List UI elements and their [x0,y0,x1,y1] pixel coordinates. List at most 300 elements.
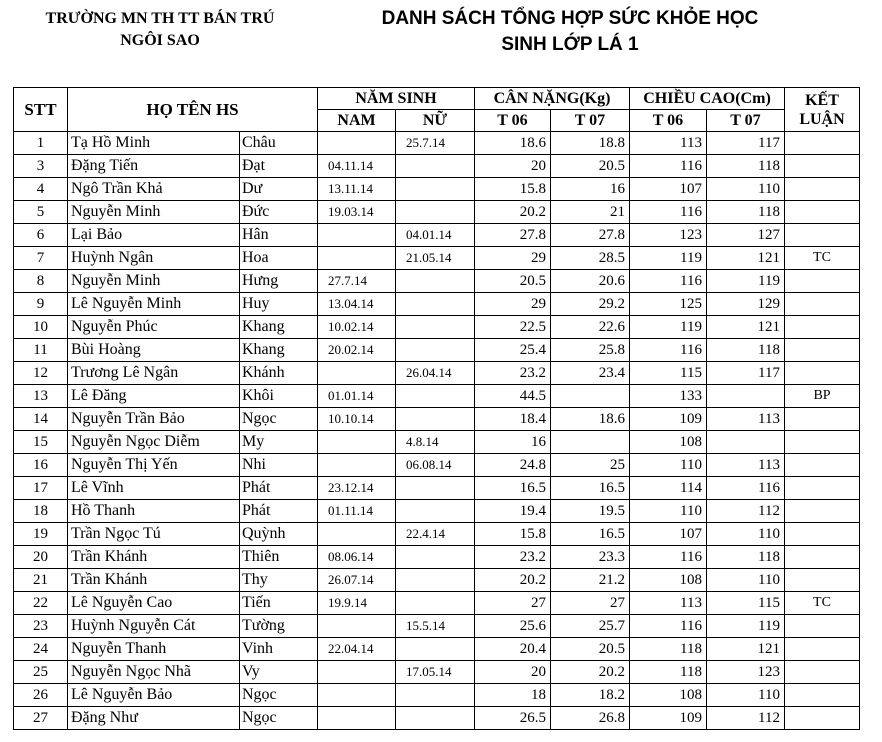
cell-weight-t06: 29 [475,293,551,316]
document-title [330,6,810,58]
cell-given-name: Đức [240,201,318,224]
cell-stt: 22 [14,592,68,615]
cell-family-name: Lê Đăng [68,385,240,408]
cell-weight-t06: 20 [475,661,551,684]
cell-birth-female: 06.08.14 [396,454,475,477]
cell-birth-male: 26.07.14 [318,569,396,592]
cell-height-t07: 123 [707,661,785,684]
cell-given-name: Ngọc [240,707,318,730]
cell-weight-t06: 19.4 [475,500,551,523]
cell-height-t06: 108 [630,431,707,454]
cell-stt: 11 [14,339,68,362]
school-name [10,8,310,52]
cell-stt: 10 [14,316,68,339]
cell-weight-t07: 23.4 [551,362,630,385]
cell-height-t07: 115 [707,592,785,615]
cell-birth-male [318,247,396,270]
cell-given-name: Khang [240,339,318,362]
cell-given-name: Vy [240,661,318,684]
cell-height-t06: 109 [630,707,707,730]
cell-birth-female [396,684,475,707]
cell-conclusion [785,546,860,569]
table-row [14,339,860,362]
cell-conclusion [785,684,860,707]
cell-conclusion [785,201,860,224]
cell-birth-female [396,569,475,592]
cell-birth-male: 13.11.14 [318,178,396,201]
cell-conclusion [785,339,860,362]
cell-family-name: Ngô Trần Khả [68,178,240,201]
cell-birth-female: 21.05.14 [396,247,475,270]
cell-conclusion [785,362,860,385]
cell-family-name: Lê Nguyễn Bảo [68,684,240,707]
table-row [14,477,860,500]
cell-stt: 1 [14,132,68,155]
cell-birth-female [396,270,475,293]
cell-family-name: Trương Lê Ngân [68,362,240,385]
cell-weight-t06: 24.8 [475,454,551,477]
cell-stt: 20 [14,546,68,569]
cell-weight-t07: 28.5 [551,247,630,270]
header-male: NAM [318,110,396,132]
table-row [14,523,860,546]
cell-weight-t07: 16.5 [551,523,630,546]
cell-stt: 21 [14,569,68,592]
cell-birth-male [318,362,396,385]
cell-conclusion [785,270,860,293]
table-row [14,454,860,477]
header-conclusion [785,88,860,132]
cell-given-name: Huy [240,293,318,316]
cell-height-t06: 116 [630,546,707,569]
cell-given-name: Châu [240,132,318,155]
cell-family-name: Lê Nguyễn Minh [68,293,240,316]
table-row [14,615,860,638]
cell-family-name: Đặng Tiến [68,155,240,178]
document-title-line1: DANH SÁCH TỔNG HỢP SỨC KHỎE HỌC [381,8,759,29]
cell-birth-female [396,592,475,615]
cell-height-t07: 110 [707,569,785,592]
cell-weight-t06: 20.4 [475,638,551,661]
cell-birth-female [396,638,475,661]
cell-stt: 25 [14,661,68,684]
cell-weight-t06: 27 [475,592,551,615]
cell-height-t06: 109 [630,408,707,431]
cell-weight-t06: 25.6 [475,615,551,638]
header-conclusion-line2: LUẬN [799,110,845,128]
cell-conclusion [785,178,860,201]
table-row [14,362,860,385]
cell-birth-male [318,454,396,477]
cell-conclusion [785,224,860,247]
cell-height-t07: 118 [707,339,785,362]
cell-family-name: Trần Khánh [68,569,240,592]
cell-birth-female [396,316,475,339]
cell-conclusion [785,408,860,431]
cell-height-t06: 115 [630,362,707,385]
cell-height-t06: 123 [630,224,707,247]
cell-birth-female: 15.5.14 [396,615,475,638]
cell-family-name: Nguyễn Minh [68,201,240,224]
cell-height-t07 [707,431,785,454]
cell-family-name: Đặng Như [68,707,240,730]
cell-given-name: Tường [240,615,318,638]
cell-family-name: Hồ Thanh [68,500,240,523]
cell-given-name: My [240,431,318,454]
cell-conclusion [785,661,860,684]
cell-height-t06: 118 [630,661,707,684]
cell-conclusion [785,615,860,638]
cell-height-t07: 129 [707,293,785,316]
cell-birth-male: 10.10.14 [318,408,396,431]
cell-height-t07: 112 [707,707,785,730]
cell-family-name: Nguyễn Trần Bảo [68,408,240,431]
cell-weight-t07 [551,431,630,454]
cell-conclusion [785,316,860,339]
header-height: CHIỀU CAO(Cm) [630,88,785,110]
cell-birth-male: 20.02.14 [318,339,396,362]
table-row [14,707,860,730]
cell-height-t06: 116 [630,615,707,638]
cell-height-t06: 107 [630,523,707,546]
cell-family-name: Huỳnh Ngân [68,247,240,270]
cell-conclusion [785,523,860,546]
cell-height-t06: 116 [630,339,707,362]
table-row [14,385,860,408]
cell-height-t07: 121 [707,247,785,270]
cell-height-t06: 116 [630,270,707,293]
cell-weight-t07: 19.5 [551,500,630,523]
cell-weight-t06: 20 [475,155,551,178]
cell-birth-male: 08.06.14 [318,546,396,569]
cell-height-t07: 118 [707,201,785,224]
cell-birth-female [396,707,475,730]
cell-weight-t07: 22.6 [551,316,630,339]
cell-birth-male: 01.11.14 [318,500,396,523]
cell-birth-female: 22.4.14 [396,523,475,546]
header-stt: STT [14,88,68,132]
cell-weight-t06: 27.8 [475,224,551,247]
cell-weight-t07: 26.8 [551,707,630,730]
table-row [14,316,860,339]
cell-height-t07: 121 [707,638,785,661]
cell-family-name: Tạ Hồ Minh [68,132,240,155]
cell-stt: 6 [14,224,68,247]
cell-conclusion [785,638,860,661]
header-weight-t06: T 06 [475,110,551,132]
table-row [14,293,860,316]
cell-weight-t06: 23.2 [475,362,551,385]
cell-weight-t07: 25.7 [551,615,630,638]
cell-stt: 27 [14,707,68,730]
cell-weight-t07: 16.5 [551,477,630,500]
cell-weight-t07: 20.5 [551,638,630,661]
cell-height-t06: 125 [630,293,707,316]
cell-height-t06: 116 [630,201,707,224]
cell-birth-male [318,684,396,707]
cell-stt: 24 [14,638,68,661]
cell-weight-t06: 15.8 [475,178,551,201]
cell-birth-male [318,661,396,684]
cell-birth-male [318,523,396,546]
cell-birth-female [396,155,475,178]
cell-conclusion [785,477,860,500]
cell-stt: 12 [14,362,68,385]
cell-height-t07: 117 [707,362,785,385]
header-conclusion-line1: KẾT [805,91,839,109]
table-body [14,132,860,730]
cell-height-t07: 113 [707,408,785,431]
cell-birth-male: 19.9.14 [318,592,396,615]
cell-given-name: Phát [240,477,318,500]
cell-given-name: Khánh [240,362,318,385]
cell-given-name: Hoa [240,247,318,270]
cell-height-t07: 119 [707,270,785,293]
table-row [14,569,860,592]
cell-stt: 14 [14,408,68,431]
cell-weight-t06: 20.2 [475,201,551,224]
cell-weight-t06: 16 [475,431,551,454]
table-row [14,661,860,684]
cell-weight-t07: 18.8 [551,132,630,155]
table-row [14,132,860,155]
header-height-t07: T 07 [707,110,785,132]
cell-given-name: Khang [240,316,318,339]
cell-stt: 4 [14,178,68,201]
cell-birth-male [318,615,396,638]
cell-weight-t07: 20.6 [551,270,630,293]
cell-height-t07: 110 [707,523,785,546]
cell-given-name: Hân [240,224,318,247]
cell-height-t07: 127 [707,224,785,247]
cell-family-name: Nguyễn Ngọc Diễm [68,431,240,454]
cell-height-t06: 116 [630,155,707,178]
cell-weight-t07: 16 [551,178,630,201]
cell-birth-male [318,707,396,730]
table-row [14,201,860,224]
table-row [14,638,860,661]
cell-height-t07: 112 [707,500,785,523]
cell-height-t06: 107 [630,178,707,201]
cell-given-name: Quỳnh [240,523,318,546]
cell-weight-t06: 22.5 [475,316,551,339]
cell-weight-t06: 16.5 [475,477,551,500]
cell-stt: 26 [14,684,68,707]
cell-weight-t07: 20.5 [551,155,630,178]
table-row [14,247,860,270]
cell-height-t06: 118 [630,638,707,661]
table-row [14,224,860,247]
cell-stt: 17 [14,477,68,500]
cell-given-name: Vinh [240,638,318,661]
cell-family-name: Trần Khánh [68,546,240,569]
cell-weight-t07: 21 [551,201,630,224]
cell-conclusion [785,155,860,178]
cell-birth-male [318,132,396,155]
cell-conclusion: TC [785,247,860,270]
table-row [14,684,860,707]
cell-conclusion [785,500,860,523]
cell-birth-female [396,408,475,431]
cell-stt: 16 [14,454,68,477]
cell-given-name: Phát [240,500,318,523]
cell-birth-female: 4.8.14 [396,431,475,454]
cell-birth-male: 19.03.14 [318,201,396,224]
cell-given-name: Thiên [240,546,318,569]
cell-stt: 13 [14,385,68,408]
cell-birth-female [396,339,475,362]
table-row [14,431,860,454]
table-row [14,270,860,293]
cell-conclusion [785,569,860,592]
table-row [14,408,860,431]
cell-birth-female [396,500,475,523]
header-weight-t07: T 07 [551,110,630,132]
cell-given-name: Dư [240,178,318,201]
cell-conclusion [785,132,860,155]
cell-height-t06: 113 [630,132,707,155]
cell-height-t06: 119 [630,316,707,339]
header-female: NỮ [396,110,475,132]
cell-family-name: Nguyễn Thị Yến [68,454,240,477]
table-row [14,546,860,569]
health-summary-table [13,87,860,730]
cell-family-name: Trần Ngọc Tú [68,523,240,546]
cell-birth-female [396,385,475,408]
cell-weight-t06: 15.8 [475,523,551,546]
cell-birth-male: 13.04.14 [318,293,396,316]
cell-given-name: Nhi [240,454,318,477]
cell-given-name: Ngọc [240,684,318,707]
cell-birth-female: 25.7.14 [396,132,475,155]
cell-conclusion [785,707,860,730]
cell-stt: 5 [14,201,68,224]
cell-stt: 18 [14,500,68,523]
cell-weight-t06: 20.5 [475,270,551,293]
cell-weight-t07: 25.8 [551,339,630,362]
cell-family-name: Lại Bảo [68,224,240,247]
cell-birth-male [318,224,396,247]
cell-height-t07: 118 [707,155,785,178]
cell-weight-t06: 23.2 [475,546,551,569]
cell-height-t06: 133 [630,385,707,408]
cell-family-name: Lê Nguyễn Cao [68,592,240,615]
cell-weight-t07: 27.8 [551,224,630,247]
cell-birth-female: 04.01.14 [396,224,475,247]
cell-given-name: Khôi [240,385,318,408]
cell-birth-female: 26.04.14 [396,362,475,385]
cell-height-t07: 117 [707,132,785,155]
cell-weight-t06: 18.6 [475,132,551,155]
cell-weight-t07: 18.2 [551,684,630,707]
school-name-line1: TRƯỜNG MN TH TT BÁN TRÚ [45,10,275,27]
cell-weight-t06: 25.4 [475,339,551,362]
cell-stt: 9 [14,293,68,316]
cell-family-name: Huỳnh Nguyễn Cát [68,615,240,638]
cell-weight-t06: 26.5 [475,707,551,730]
cell-stt: 7 [14,247,68,270]
school-name-line2: NGÔI SAO [120,32,200,49]
cell-weight-t06: 29 [475,247,551,270]
cell-weight-t07: 27 [551,592,630,615]
cell-weight-t07: 29.2 [551,293,630,316]
cell-stt: 3 [14,155,68,178]
cell-height-t07: 110 [707,684,785,707]
cell-height-t06: 108 [630,569,707,592]
cell-given-name: Hưng [240,270,318,293]
cell-stt: 15 [14,431,68,454]
cell-conclusion: BP [785,385,860,408]
cell-family-name: Nguyễn Minh [68,270,240,293]
cell-height-t06: 113 [630,592,707,615]
cell-weight-t07 [551,385,630,408]
table-row [14,500,860,523]
cell-birth-female [396,293,475,316]
cell-family-name: Nguyễn Phúc [68,316,240,339]
cell-conclusion [785,454,860,477]
cell-height-t06: 108 [630,684,707,707]
cell-height-t07: 113 [707,454,785,477]
cell-weight-t06: 18.4 [475,408,551,431]
cell-birth-male: 04.11.14 [318,155,396,178]
cell-height-t07: 118 [707,546,785,569]
cell-height-t06: 110 [630,454,707,477]
cell-birth-female [396,477,475,500]
cell-height-t06: 119 [630,247,707,270]
cell-birth-male: 10.02.14 [318,316,396,339]
cell-weight-t07: 23.3 [551,546,630,569]
cell-birth-male: 23.12.14 [318,477,396,500]
cell-height-t06: 110 [630,500,707,523]
cell-conclusion [785,293,860,316]
cell-birth-female [396,201,475,224]
cell-birth-female: 17.05.14 [396,661,475,684]
header-height-t06: T 06 [630,110,707,132]
cell-family-name: Bùi Hoàng [68,339,240,362]
cell-stt: 23 [14,615,68,638]
table-row [14,155,860,178]
cell-weight-t07: 21.2 [551,569,630,592]
cell-birth-male [318,431,396,454]
cell-birth-male: 27.7.14 [318,270,396,293]
cell-height-t07: 110 [707,178,785,201]
cell-given-name: Đạt [240,155,318,178]
cell-given-name: Ngọc [240,408,318,431]
header-name: HỌ TÊN HS [68,88,318,132]
table-row [14,178,860,201]
cell-weight-t07: 18.6 [551,408,630,431]
cell-weight-t06: 18 [475,684,551,707]
cell-birth-female [396,178,475,201]
cell-height-t07: 116 [707,477,785,500]
cell-birth-male: 22.04.14 [318,638,396,661]
cell-height-t07: 121 [707,316,785,339]
cell-stt: 19 [14,523,68,546]
cell-family-name: Lê Vĩnh [68,477,240,500]
cell-conclusion: TC [785,592,860,615]
cell-birth-male: 01.01.14 [318,385,396,408]
document-title-line2: SINH LỚP LÁ 1 [501,34,639,55]
cell-family-name: Nguyễn Ngọc Nhã [68,661,240,684]
cell-family-name: Nguyễn Thanh [68,638,240,661]
header-birth-year: NĂM SINH [318,88,475,110]
cell-height-t07 [707,385,785,408]
cell-conclusion [785,431,860,454]
cell-given-name: Thy [240,569,318,592]
header-weight: CÂN NẶNG(Kg) [475,88,630,110]
cell-weight-t07: 25 [551,454,630,477]
cell-weight-t06: 44.5 [475,385,551,408]
